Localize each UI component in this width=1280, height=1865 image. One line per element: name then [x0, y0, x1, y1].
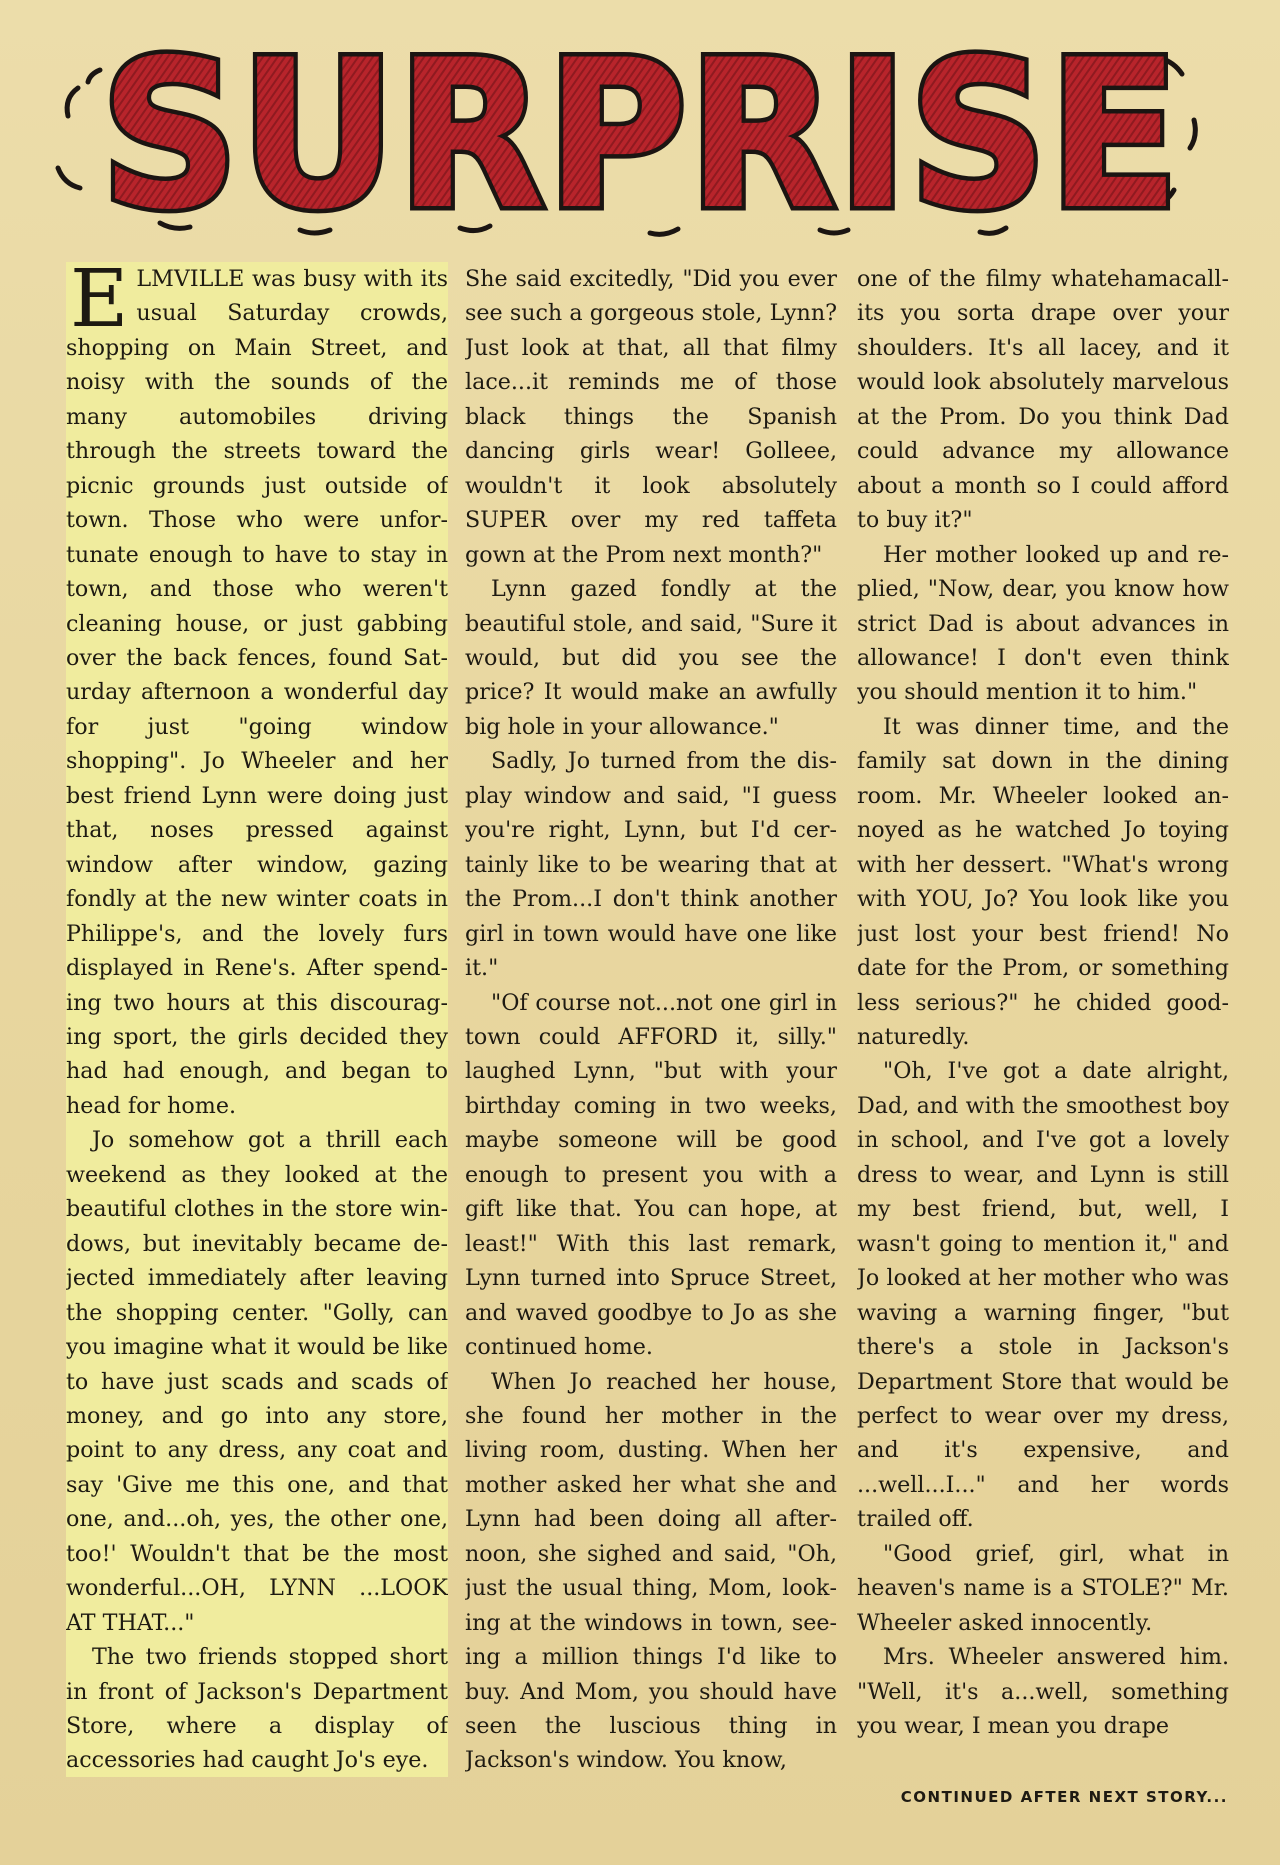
paragraph: "Good grief, girl, what in heaven's name is a STOLE?" Mr. Wheeler asked innocently.	[857, 1540, 1229, 1636]
paragraph: Sadly, Jo turned from the display window and said, "I guess you're right, Lynn, but I'd certainly like to be wearing that at the Prom...I don't think another girl in town would have one like it."	[465, 748, 837, 982]
story-title	[40, 18, 1240, 253]
text-column-2	[465, 262, 837, 1777]
paragraph: Jo somehow got a thrill each weekend as they looked at the beautiful clothes in the store windows, but inevitably became dejected immediately after leaving the shopping center. "Golly, can you imagine what it would be like to have just scads and scads of money, and go into any store, point to any dress, any coat and say 'Give me this one, and that one, and...oh, yes, the other one, too!' Wouldn't that be the most wonderful...OH, LYNN ...LOOK AT THAT..."	[66, 1127, 448, 1636]
continued-note: CONTINUED AFTER NEXT STORY...	[900, 1788, 1228, 1806]
paragraph: It was dinner time, and the family sat down in the dining room. Mr. Wheeler looked annoyed as he watched Jo toying with her dessert. "What's wrong with YOU, Jo? You look like you just lost your best friend! No date for the Prom, or something less serious?" he chided good-naturedly.	[857, 713, 1229, 1050]
paragraph: "Of course not...not one girl in town could AFFORD it, silly." laughed Lynn, "but with your birthday coming in two weeks, maybe someone will be good enough to present you with a gift like that. You can hope, at least!" With this last remark, Lynn turned into Spruce Street, and waved goodbye to Jo as she continued home.	[465, 989, 837, 1361]
title-logo	[40, 18, 1240, 253]
text-column-3	[857, 262, 1229, 1777]
paragraph: She said excitedly, "Did you ever see such a gorgeous stole, Lynn? Just look at that, all that filmy lace...it reminds me of those black things the Spanish dancing girls wear! Golleee, wouldn't it look absolutely SUPER over my red taffeta gown at the Prom next month?"	[465, 266, 837, 568]
paragraph: The two friends stopped short in front of Jackson's Department Store, where a display of accessories had caught Jo's eye.	[66, 1644, 448, 1774]
text-column-1	[66, 262, 448, 1777]
paragraph: Mrs. Wheeler answered him. "Well, it's a...well, something you wear, I mean you drape	[857, 1644, 1229, 1740]
drop-cap: E	[70, 262, 129, 345]
paragraph: Her mother looked up and replied, "Now, dear, you know how strict Dad is about advances in allowance! I don't even think you should mention it to him."	[857, 541, 1229, 706]
paragraph: When Jo reached her house, she found her mother in the living room, dusting. When her mother asked her what she and Lynn had been doing all afternoon, she sighed and said, "Oh, just the usual thing, Mom, looking at the windows in town, seeing a million things I'd like to buy. And Mom, you should have seen the luscious thing in Jackson's window. You know,	[465, 1368, 837, 1774]
paragraph: one of the filmy whatehamacallits you sorta drape over your shoulders. It's all lacey, and it would look absolutely marvelous at the Prom. Do you think Dad could advance my allowance about a month so I could afford to buy it?"	[857, 266, 1229, 534]
paragraph: "Oh, I've got a date alright, Dad, and with the smoothest boy in school, and I've got a lovely dress to wear, and Lynn is still my best friend, but, well, I wasn't going to mention it," and Jo looked at her mother who was waving a warning finger, "but there's a stole in Jackson's Department Store that would be perfect to wear over my dress, and it's expensive, and ...well...I..." and her words trailed off.	[857, 1058, 1229, 1533]
paragraph: ELMVILLE was busy with its usual Saturday crowds, shopping on Main Street, and noisy with the sounds of the many automobiles driving through the streets toward the picnic grounds just outside of town. Those who were unfortunate enough to have to stay in town, and those who weren't cleaning house, or just gabbing over the back fences, found Saturday afternoon a wonderful day for just "going window shopping". Jo Wheeler and her best friend Lynn were doing just that, noses pressed against window after window, gazing fondly at the new winter coats in Philippe's, and the lovely furs displayed in Rene's. After spending two hours at this discouraging sport, the girls decided they had had enough, and began to head for home.	[66, 262, 448, 1119]
paragraph: Lynn gazed fondly at the beautiful stole, and said, "Sure it would, but did you see the price? It would make an awfully big hole in your allowance."	[465, 576, 837, 740]
title-text: SURPRISE	[100, 18, 1180, 253]
